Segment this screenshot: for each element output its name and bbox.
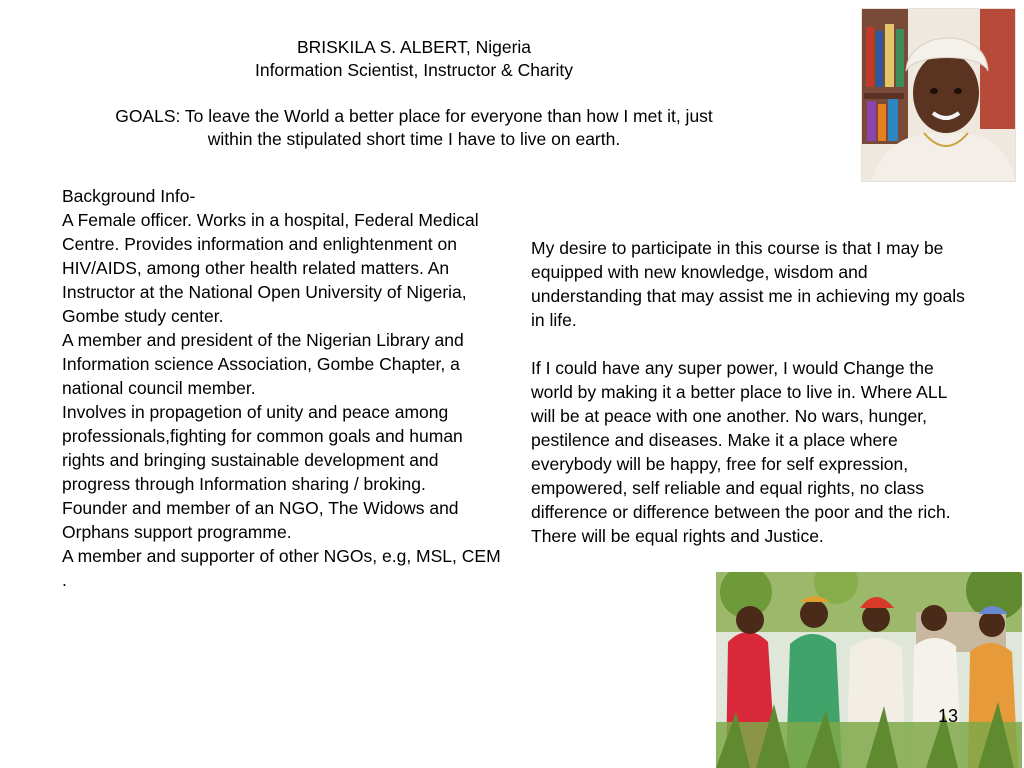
group-image: [716, 572, 1022, 768]
person-role: Information Scientist, Instructor & Charity: [254, 60, 574, 80]
goals-line-2: within the stipulated short time I have to live on earth.: [207, 129, 621, 149]
desire-section: [531, 236, 971, 548]
background-heading: Background Info-: [62, 186, 196, 206]
person-name: BRISKILA S. ALBERT, Nigeria: [296, 37, 532, 57]
background-info: [62, 184, 502, 592]
page-number: 13: [938, 706, 959, 726]
slide-header: [60, 36, 768, 151]
background-paragraph: A Female officer. Works in a hospital, Federal Medical Centre. Provides information and enlightenment on HIV/AIDS, among other health related matters. An Instructor at the National Open University of Nigeria, Gombe study center.: [62, 210, 479, 326]
portrait-photo: [861, 8, 1016, 182]
background-paragraph: Involves in propagetion of unity and peace among professionals,fighting for common goals and human rights and bringing sustainable development and progress through Information sharing / broking.: [62, 402, 463, 494]
desire-paragraph: My desire to participate in this course is that I may be equipped with new knowledge, wisdom and understanding that may assist me in achieving my goals in life.: [531, 238, 965, 330]
background-paragraph: A member and president of the Nigerian Library and Information science Association, Gombe Chapter, a national council member.: [62, 330, 464, 398]
background-paragraph: A member and supporter of other NGOs, e.g, MSL, CEM .: [62, 546, 501, 590]
goals-text: [60, 105, 768, 151]
background-paragraph: Founder and member of an NGO, The Widows and Orphans support programme.: [62, 498, 459, 542]
goals-line-1: GOALS: To leave the World a better place for everyone than how I met it, just: [115, 106, 713, 126]
superpower-paragraph: If I could have any super power, I would Change the world by making it a better place to live in. Where ALL will be at peace with one another. No wars, hunger, pestilence and diseases. Make it a place where everybody will be happy, free for self expression, empowered, self reliable and equal rights, no class difference or difference between the poor and the rich. There will be equal rights and Justice.: [531, 358, 951, 546]
portrait-image: [862, 9, 1015, 181]
group-photo: [716, 572, 1022, 768]
